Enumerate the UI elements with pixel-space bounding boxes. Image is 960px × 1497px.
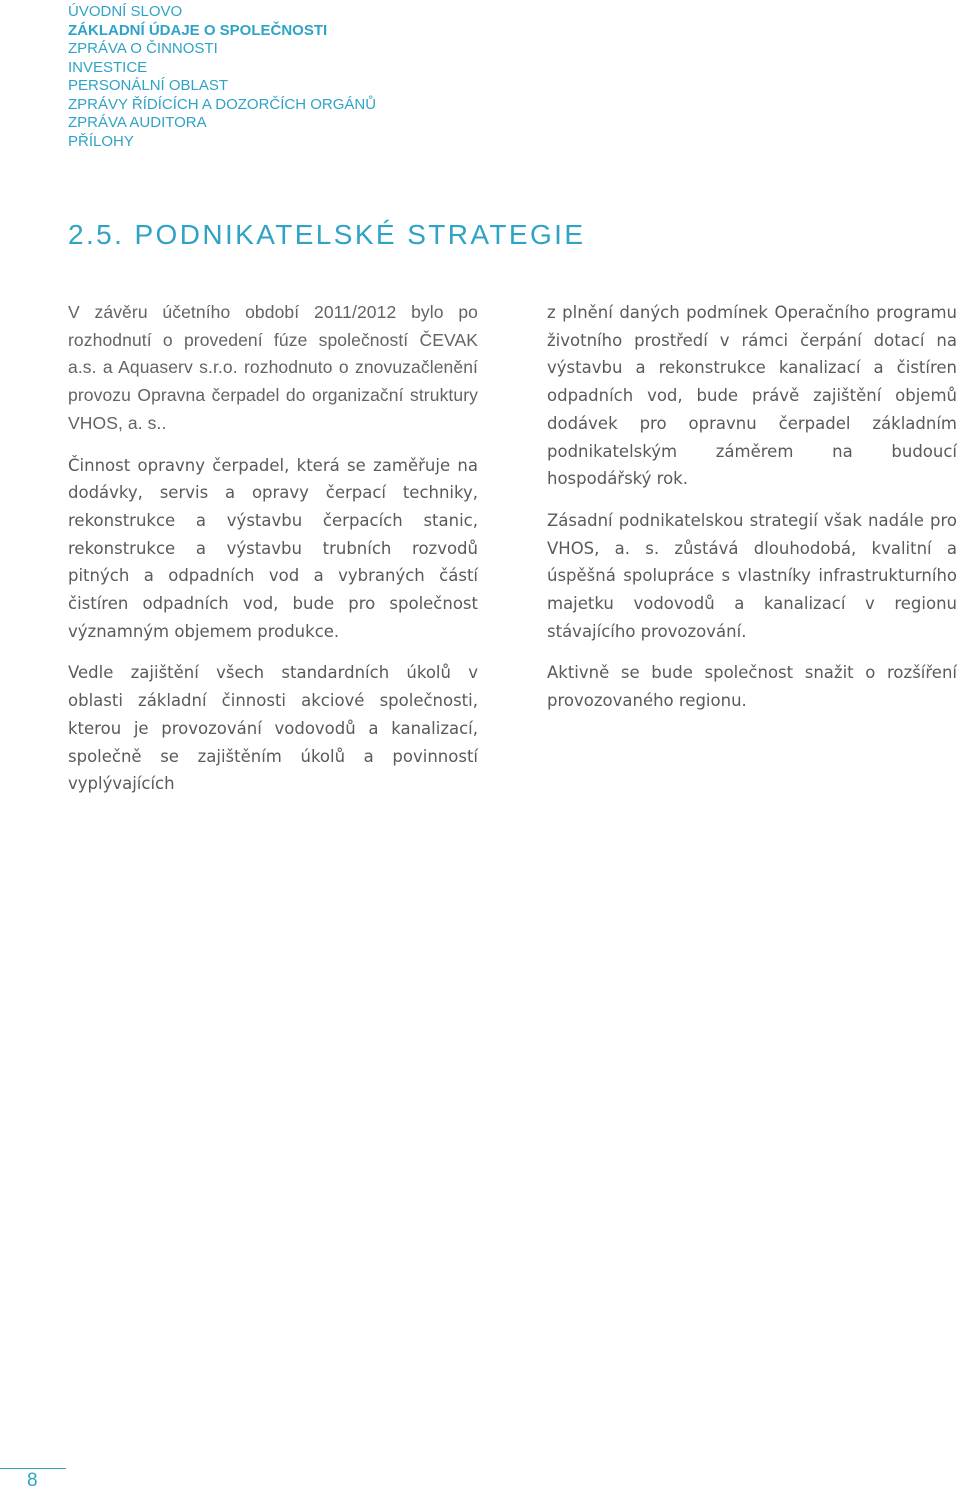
right-paragraph-1: z plnění daných podmínek Operačního programu životního prostředí v rámci čerpání dotací na výstavbu a rekonstrukce kanalizací a čistíren odpadních vod, bude právě zajištění objemů dodávek pro opravnu čerpadel základním podnikatelským záměrem na budoucí hospodářský rok. (547, 303, 957, 489)
right-paragraph-2: Zásadní podnikatelskou strategií však nadále pro VHOS, a. s. zůstává dlouhodobá, kvalitní a úspěšná spolupráce s vlastníky infrastrukturního majetku vodovodů a kanalizací v regionu stávajícího provozování. (547, 510, 957, 641)
nav-item-zpravy-organu[interactable]: ZPRÁVY ŘÍDÍCÍCH A DOZORČÍCH ORGÁNŮ (68, 95, 377, 113)
page-number: 8 (27, 1470, 38, 1491)
right-text-column (547, 299, 957, 729)
right-paragraph-3: Aktivně se bude společnost snažit o rozšíření provozovaného regionu. (547, 663, 957, 711)
left-paragraph-3: Vedle zajištění všech standardních úkolů v oblasti základní činnosti akciové společnosti, kterou je provozování vodovodů a kanalizací, společně se zajištěním úkolů a povinností vyplývajících (68, 663, 478, 794)
nav-item-zprava-o-cinnosti[interactable]: ZPRÁVA O ČINNOSTI (68, 40, 218, 57)
nav-item-uvodni-slovo[interactable]: ÚVODNÍ SLOVO (68, 3, 183, 20)
nav-item-prilohy[interactable]: PŘÍLOHY (68, 132, 134, 150)
nav-item-zprava-auditora[interactable]: ZPRÁVA AUDITORA (68, 114, 207, 131)
section-heading: 2.5. PODNIKATELSKÉ STRATEGIE (68, 219, 586, 250)
left-paragraph-2: Činnost opravny čerpadel, která se zaměřuje na dodávky, servis a opravy čerpací techniky, rekonstrukce a výstavbu čerpacích stanic, rekonstrukce a výstavbu trubních rozvodů pitných a odpadních vod a vybraných částí čistíren odpadních vod, bude pro společnost významným objemem produkce. (68, 455, 478, 641)
footer-divider (0, 1468, 66, 1469)
nav-item-investice[interactable]: INVESTICE (68, 58, 148, 76)
left-text-column (68, 299, 478, 812)
nav-item-personalni-oblast[interactable]: PERSONÁLNÍ OBLAST (68, 77, 229, 94)
section-navigation (68, 3, 376, 151)
left-paragraph-1: V závěru účetního období 2011/2012 bylo po rozhodnutí o provedení fúze společností ČEVAK a.s. a Aquaserv s.r.o. rozhodnuto o znovuzačlenění provozu Opravna čerpadel do organizační struktury VHOS, a. s.. (68, 302, 478, 433)
nav-item-zakladni-udaje[interactable]: ZÁKLADNÍ ÚDAJE O SPOLEČNOSTI (68, 21, 328, 39)
